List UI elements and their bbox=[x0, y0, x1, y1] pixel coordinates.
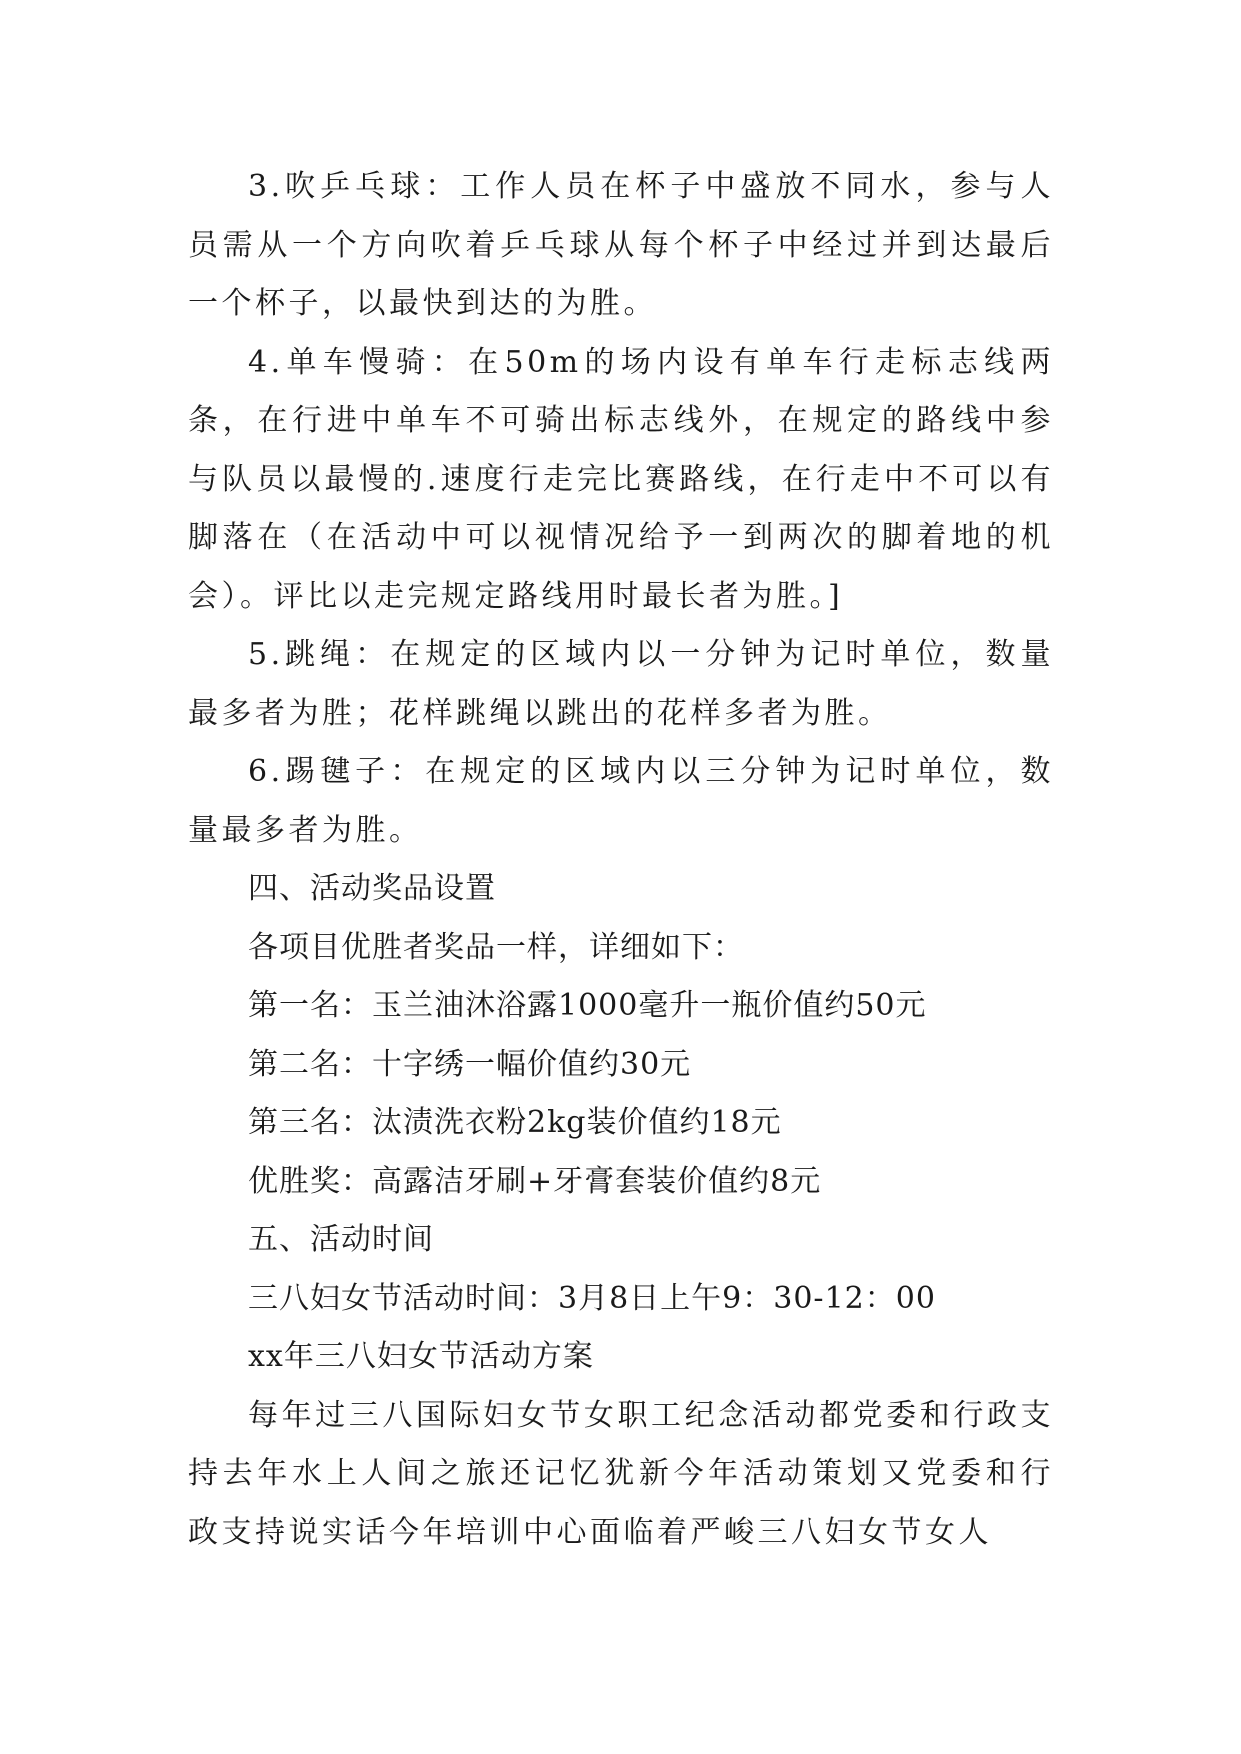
paragraph-plan-intro: 每年过三八国际妇女节女职工纪念活动都党委和行政支持去年水上人间之旅还记忆犹新今年活动策划又党委和行政支持说实话今年培训中心面临着严峻三八妇女节女人 bbox=[188, 1397, 1054, 1550]
prize-merit-award: 优胜奖：高露洁牙刷+牙膏套装价值约8元 bbox=[248, 1163, 822, 1199]
paragraph-prizes-intro: 各项目优胜者奖品一样，详细如下： bbox=[248, 929, 744, 965]
section-heading-time: 五、活动时间 bbox=[248, 1222, 434, 1257]
prize-second-place: 第二名：十字绣一幅价值约30元 bbox=[248, 1046, 692, 1082]
paragraph-blow-ping-pong: 3.吹乒乓球：工作人员在杯子中盛放不同水，参与人员需从一个方向吹着乒乓球从每个杯子中经过并到达最后一个杯子，以最快到达的为胜。 bbox=[188, 169, 1054, 321]
paragraph-jump-rope: 5.跳绳：在规定的区域内以一分钟为记时单位，数量最多者为胜；花样跳绳以跳出的花样多者为胜。 bbox=[188, 637, 1054, 731]
paragraph-event-time: 三八妇女节活动时间：3月8日上午9：30-12：00 bbox=[248, 1280, 936, 1316]
paragraph-slow-cycling: 4.单车慢骑：在50m的场内设有单车行走标志线两条，在行进中单车不可骑出标志线外，在规定的路线中参与队员以最慢的.速度行走完比赛路线，在行走中不可以有脚落在（在活动中可以视情况给予一到两次的脚着地的机会）。评比以走完规定路线用时最长者为胜。] bbox=[188, 344, 1054, 614]
prize-third-place: 第三名：汰渍洗衣粉2kg装价值约18元 bbox=[248, 1105, 782, 1140]
document-subtitle: xx年三八妇女节活动方案 bbox=[248, 1339, 594, 1374]
document-body bbox=[188, 158, 1054, 1562]
prize-first-place: 第一名：玉兰油沐浴露1000毫升一瓶价值约50元 bbox=[248, 988, 927, 1023]
paragraph-shuttlecock: 6.踢毽子：在规定的区域内以三分钟为记时单位，数量最多者为胜。 bbox=[188, 754, 1054, 848]
section-heading-prizes: 四、活动奖品设置 bbox=[248, 871, 496, 906]
